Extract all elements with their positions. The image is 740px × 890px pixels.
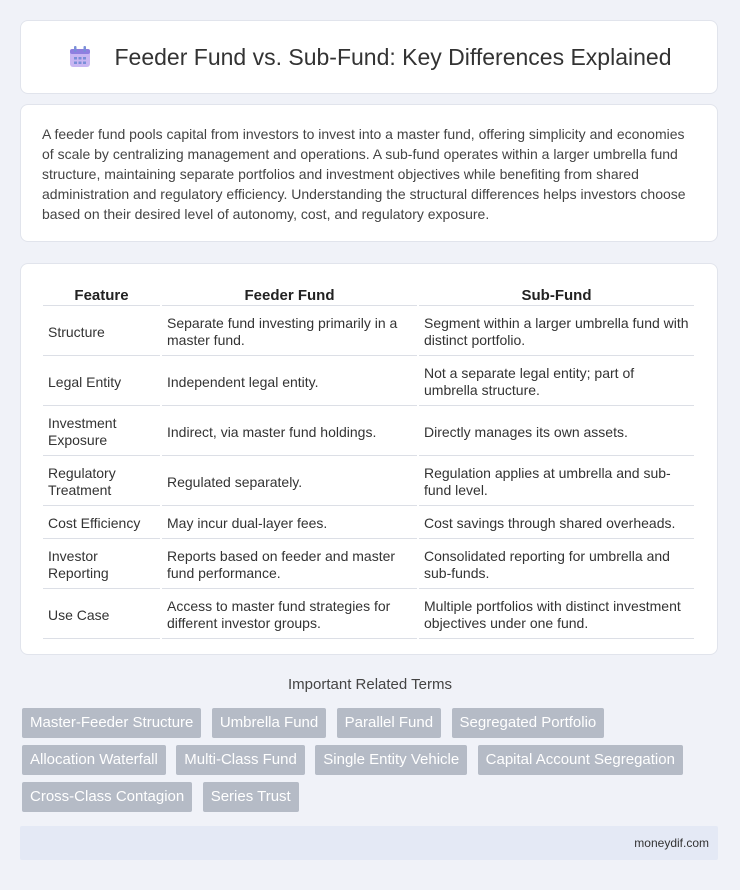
table-cell-sub-fund: Directly manages its own assets. [419,408,694,456]
related-term-tag[interactable]: Cross-Class Contagion [22,782,192,812]
table-row [43,358,694,406]
related-term-tag[interactable]: Allocation Waterfall [22,745,166,775]
related-term-tag[interactable]: Series Trust [203,782,299,812]
table-cell-feeder-fund: Indirect, via master fund holdings. [162,408,417,456]
related-term-tag[interactable]: Single Entity Vehicle [315,745,467,775]
table-cell-feeder-fund: Regulated separately. [162,458,417,506]
table-cell-feeder-fund: Separate fund investing primarily in a master fund. [162,308,417,356]
calendar-icon [67,44,93,70]
page-title: Feeder Fund vs. Sub-Fund: Key Differences Explained [114,43,672,70]
related-term-tag[interactable]: Segregated Portfolio [452,708,605,738]
related-term-tag[interactable]: Master-Feeder Structure [22,708,201,738]
table-cell-sub-fund: Consolidated reporting for umbrella and sub-funds. [419,541,694,589]
comparison-card [20,263,718,655]
table-row [43,308,694,356]
footer [20,826,718,860]
table-row [43,458,694,506]
table-cell-sub-fund: Cost savings through shared overheads. [419,508,694,539]
related-term-tag[interactable]: Parallel Fund [337,708,441,738]
table-row [43,541,694,589]
table-cell-sub-fund: Segment within a larger umbrella fund with distinct portfolio. [419,308,694,356]
related-term-tag[interactable]: Umbrella Fund [212,708,326,738]
title-card [20,20,718,94]
table-cell-feature: Legal Entity [43,358,160,406]
table-cell-sub-fund: Regulation applies at umbrella and sub-fund level. [419,458,694,506]
table-cell-feature: Investment Exposure [43,408,160,456]
table-cell-feeder-fund: May incur dual-layer fees. [162,508,417,539]
comparison-table [41,282,696,641]
related-term-tag[interactable]: Capital Account Segregation [478,745,683,775]
table-cell-feature: Regulatory Treatment [43,458,160,506]
table-cell-feature: Use Case [43,591,160,639]
column-header-feeder-fund: Feeder Fund [162,284,417,306]
table-cell-sub-fund: Multiple portfolios with distinct investment objectives under one fund. [419,591,694,639]
table-cell-feature: Structure [43,308,160,356]
table-cell-sub-fund: Not a separate legal entity; part of umbrella structure. [419,358,694,406]
footer-site-name: moneydif.com [634,836,709,850]
table-cell-feeder-fund: Access to master fund strategies for different investor groups. [162,591,417,639]
table-cell-feature: Cost Efficiency [43,508,160,539]
column-header-sub-fund: Sub-Fund [419,284,694,306]
table-header-row [43,284,694,306]
related-term-tag[interactable]: Multi-Class Fund [176,745,305,775]
table-row [43,591,694,639]
intro-paragraph: A feeder fund pools capital from investors to invest into a master fund, offering simplicity and economies of scale by centralizing management and operations. A sub-fund operates within a larger umbrella fund structure, maintaining separate portfolios and investment objectives while benefiting from shared administration and regulatory efficiency. Understanding the structural differences helps investors choose based on their desired level of autonomy, cost, and regulatory exposure. [42,126,686,222]
table-cell-feeder-fund: Reports based on feeder and master fund performance. [162,541,417,589]
intro-card [20,104,718,242]
table-row [43,508,694,539]
related-terms-list [22,708,722,819]
related-terms-heading: Important Related Terms [288,676,452,693]
column-header-feature: Feature [43,284,160,306]
table-cell-feature: Investor Reporting [43,541,160,589]
table-row [43,408,694,456]
table-cell-feeder-fund: Independent legal entity. [162,358,417,406]
